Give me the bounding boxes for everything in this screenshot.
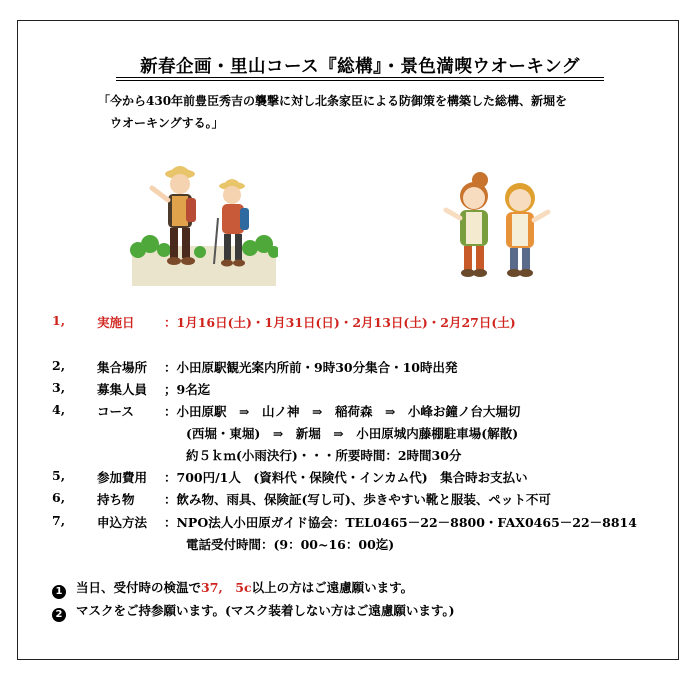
fee-row [0, 468, 698, 490]
course-row-3 [0, 446, 698, 468]
walking-girls-illustration [428, 166, 556, 282]
apply-num: 7, [52, 513, 66, 528]
note-2-text: マスクをご持参願います。(マスク装着しない方はご遠慮願います。) [76, 603, 455, 618]
course-label: コース [97, 404, 134, 419]
meeting-value: ：小田原駅観光案内所前・9時30分集合・10時出発 [164, 360, 458, 375]
course-row-2 [0, 424, 698, 446]
capacity-row [0, 380, 698, 402]
page-title: 新春企画・里山コース『総構』・景色満喫ウオーキング [140, 57, 580, 77]
apply-row [0, 513, 698, 535]
fee-label: 参加費用 [97, 470, 148, 485]
title-underline-double [116, 80, 604, 81]
note-1-bullet: 1 [52, 585, 66, 599]
fee-num: 5, [52, 468, 66, 483]
apply-row-2 [0, 535, 698, 557]
intro-line-1: 「今から430年前豊臣秀吉の襲撃に対し北条家臣による防御策を構築した総構、新堀を [98, 94, 568, 108]
items-row [0, 490, 698, 512]
capacity-label: 募集人員 [97, 382, 148, 397]
items-num: 6, [52, 490, 66, 505]
items-value: ：飲み物、雨具、保険証(写し可)、歩きやすい靴と服装、ペット不可 [164, 492, 551, 507]
date-value: ：1月16日(土)・1月31日(日)・2月13日(土)・2月27日(土) [164, 315, 516, 330]
hikers-illustration [130, 158, 278, 288]
date-num: 1, [52, 313, 66, 328]
title-underline [116, 77, 604, 78]
items-label: 持ち物 [97, 492, 135, 507]
intro-line-2: ウオーキングする。」 [110, 116, 224, 130]
course-row [0, 402, 698, 424]
course-line-2: (西堀・東堀) ⇒ 新堀 ⇒ 小田原城内藤棚駐車場(解散) [186, 426, 519, 441]
meeting-label: 集合場所 [97, 360, 148, 375]
note-1-text-after: 以上の方はご遠慮願います。 [251, 580, 414, 595]
date-row [0, 313, 698, 335]
meeting-row [0, 358, 698, 380]
note-2 [52, 601, 455, 622]
note-2-bullet: 2 [52, 608, 66, 622]
meeting-num: 2, [52, 358, 66, 373]
capacity-num: 3, [52, 380, 66, 395]
note-1-text-before: 当日、受付時の検温で [76, 580, 202, 595]
apply-label: 申込方法 [97, 515, 148, 530]
course-value: ：小田原駅 ⇒ 山ノ神 ⇒ 稲荷森 ⇒ 小峰お鐘ノ台大堀切 [164, 404, 521, 419]
apply-value: ：NPO法人小田原ガイド協会：TEL0465－22－8800・FAX0465－22－8814 [164, 515, 637, 530]
note-1 [52, 578, 413, 599]
note-1-temperature: 37, 5c [201, 580, 252, 595]
capacity-value: ；9名迄 [164, 382, 211, 397]
date-label: 実施日 [97, 315, 135, 330]
course-line-3: 約５ｋｍ(小雨決行)・・・所要時間：2時間30分 [186, 448, 462, 463]
apply-line-2: 電話受付時間：(9：00~16：00迄) [186, 537, 395, 552]
fee-value: ：700円/1人 (資料代・保険代・インカム代) 集合時お支払い [164, 470, 528, 485]
course-num: 4, [52, 402, 66, 417]
